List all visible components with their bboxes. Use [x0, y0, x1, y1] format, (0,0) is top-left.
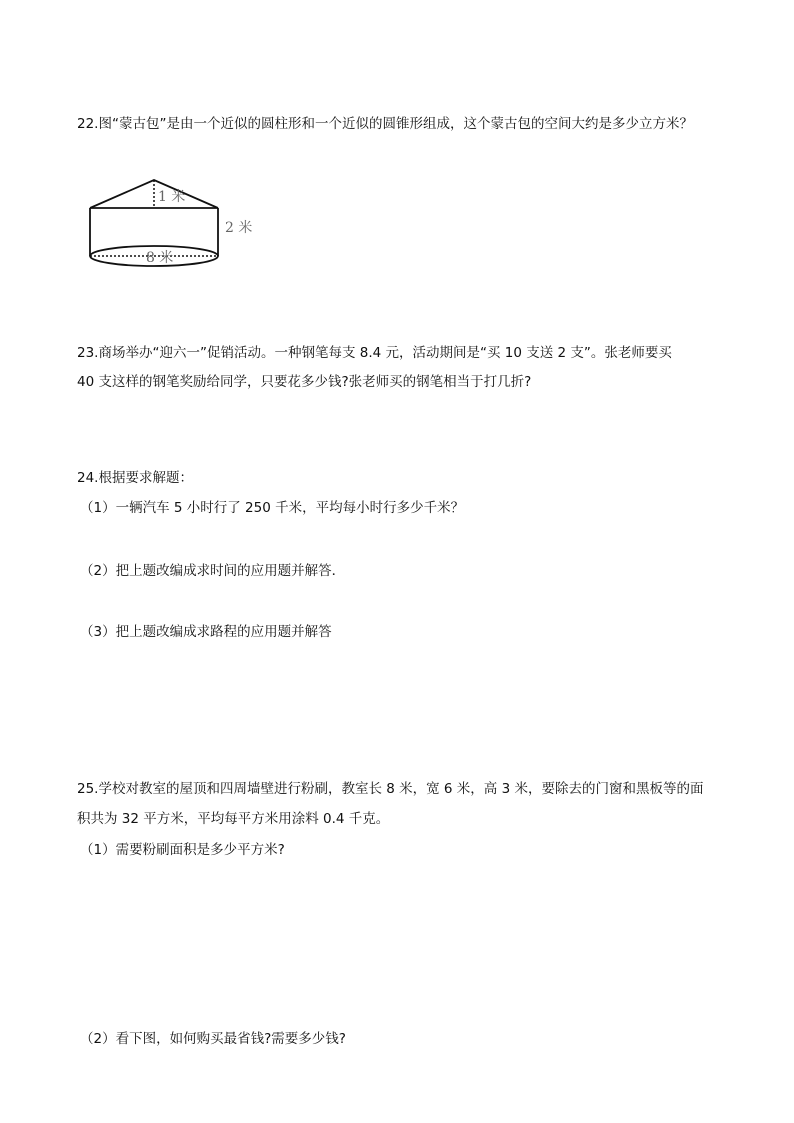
question-25-part-2: （2）看下图，如何购买最省钱?需要多少钱? [80, 1031, 346, 1047]
diameter-label: 8 米 [146, 250, 174, 266]
yurt-figure [84, 170, 274, 274]
question-25-line-2: 积共为 32 平方米，平均每平方米用涂料 0.4 千克。 [77, 811, 390, 827]
question-24-part-2: （2）把上题改编成求时间的应用题并解答． [80, 563, 346, 579]
question-25-part-1: （1）需要粉刷面积是多少平方米? [80, 842, 285, 858]
question-23-line-1: 23.商场举办“迎六一”促销活动。一种钢笔每支 8.4 元，活动期间是“买 10 支送 2 支”。张老师要买 [77, 345, 672, 361]
question-25-line-1: 25.学校对教室的屋顶和四周墙壁进行粉刷，教室长 8 米，宽 6 米，高 3 米，要除去的门窗和黑板等的面 [77, 781, 704, 797]
question-22-text: 22.图“蒙古包”是由一个近似的圆柱形和一个近似的圆锥形组成，这个蒙古包的空间大约是多少立方米？ [77, 116, 693, 132]
cone-height-label: 1 米 [158, 189, 186, 205]
question-24-part-1: （1）一辆汽车 5 小时行了 250 千米，平均每小时行多少千米？ [80, 500, 465, 516]
cylinder-height-label: 2 米 [225, 220, 253, 236]
question-24-title: 24.根据要求解题： [77, 470, 193, 486]
question-24-part-3: （3）把上题改编成求路程的应用题并解答 [80, 624, 332, 640]
question-23-line-2: 40 支这样的钢笔奖励给同学，只要花多少钱?张老师买的钢笔相当于打几折? [77, 374, 532, 390]
